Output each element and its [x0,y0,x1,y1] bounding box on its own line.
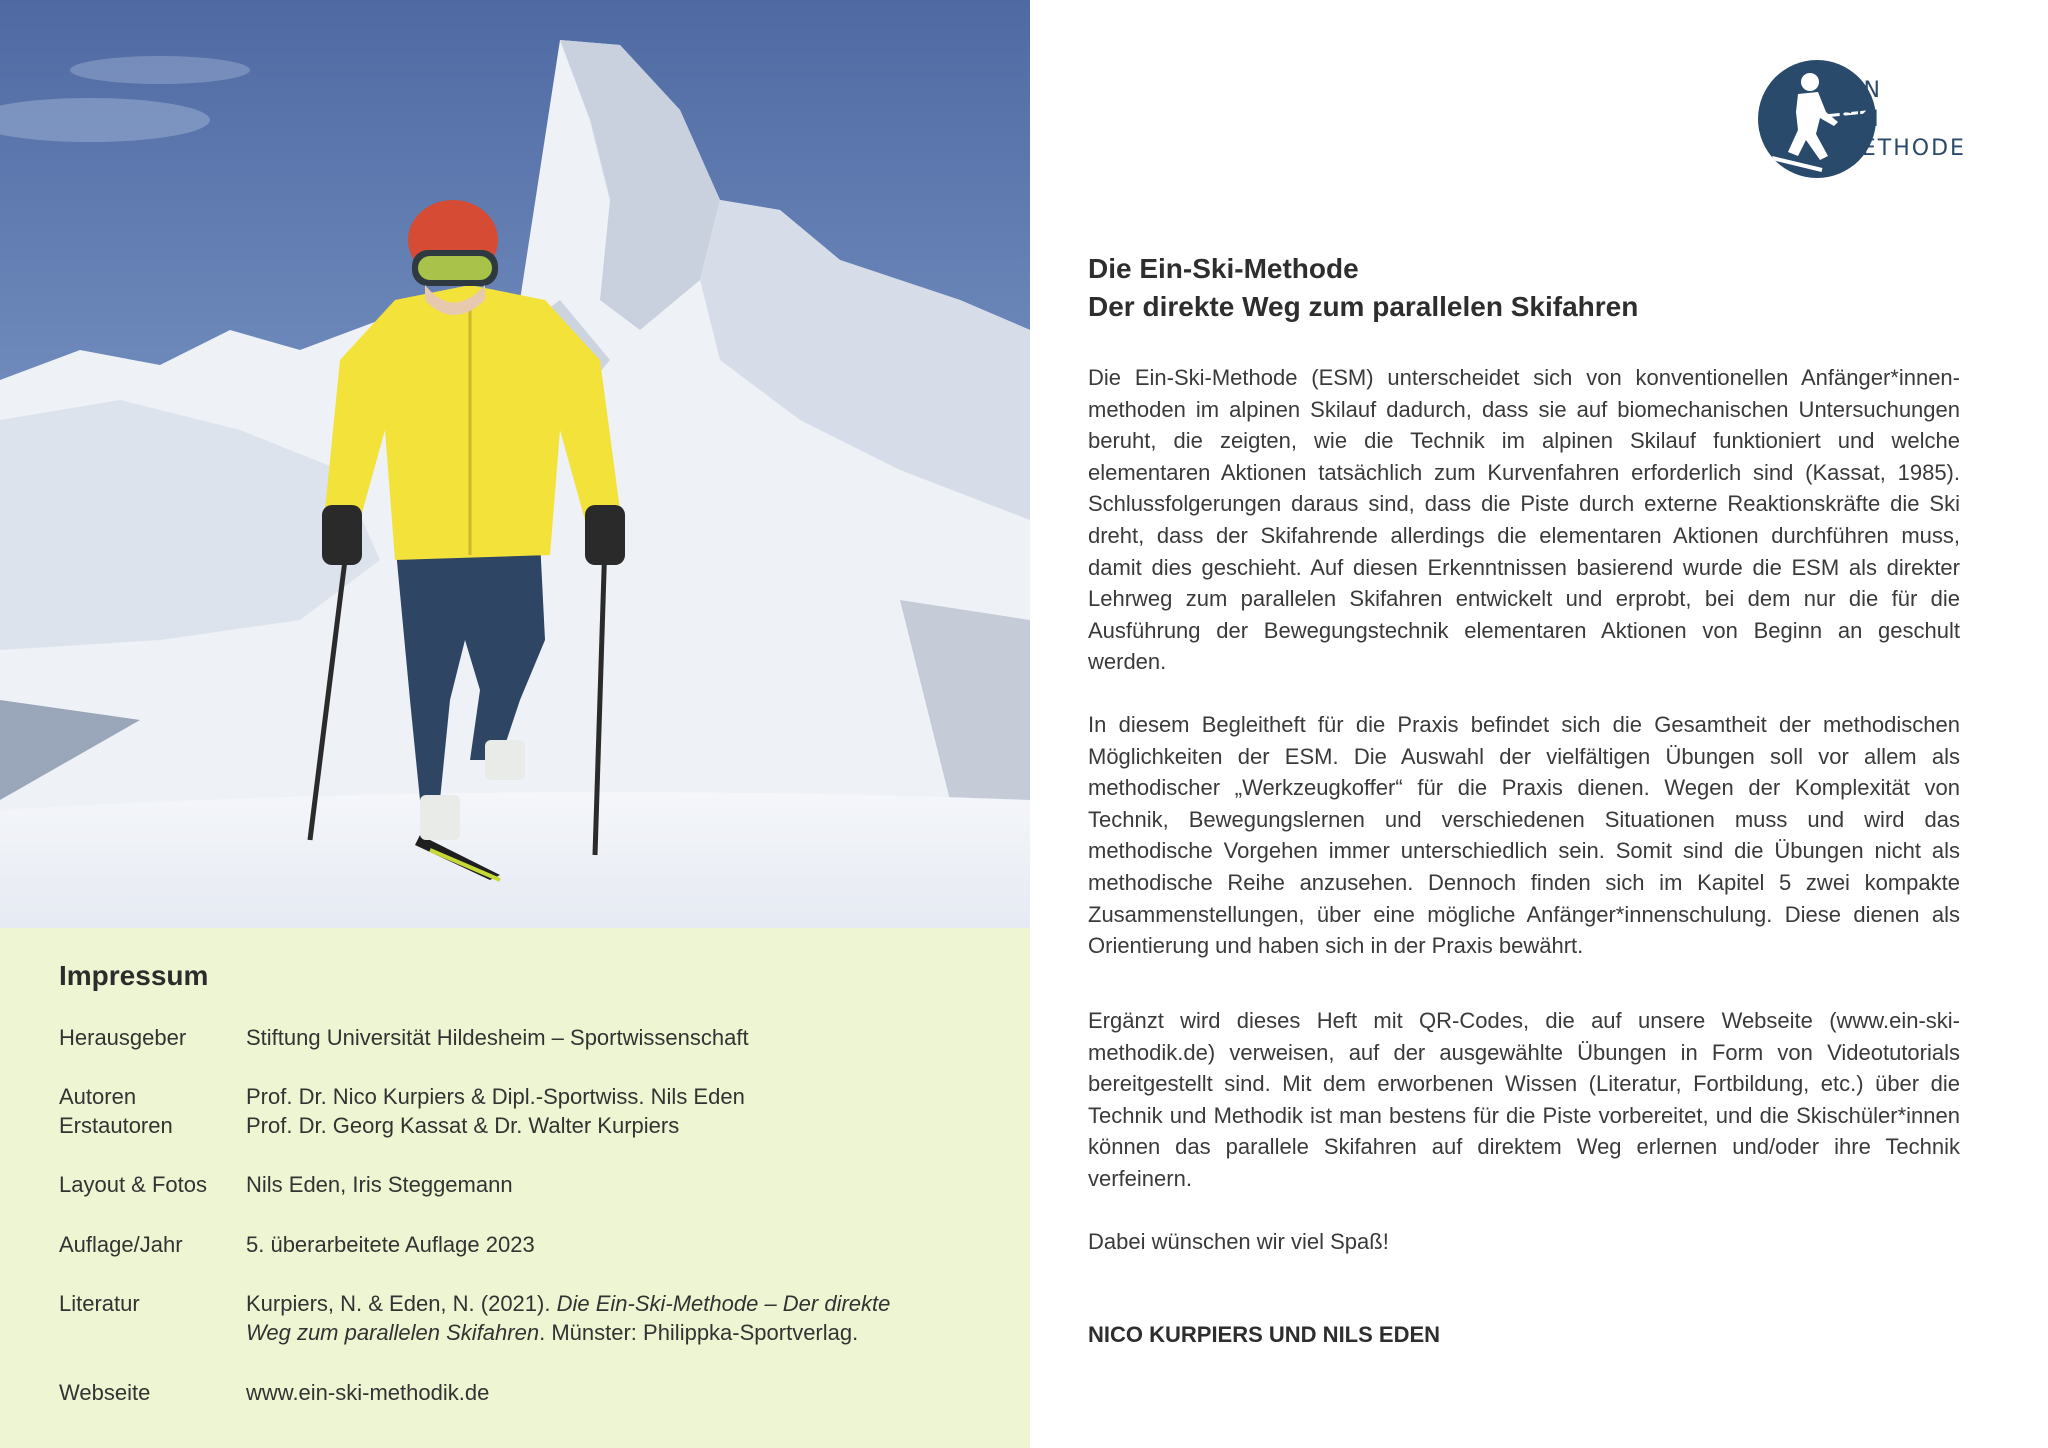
impressum-label: Erstautoren [59,1113,173,1138]
impressum-label: Herausgeber [59,1025,187,1050]
heading-line-2: Der direkte Weg zum parallelen Skifahren [1088,291,1639,322]
literatur-title-1: Die Ein-Ski-Methode – Der direkte [556,1291,891,1316]
impressum-title: Impressum [59,960,209,991]
paragraph-1: Die Ein-Ski-Methode (ESM) unterscheidet sich von konventionellen Anfänger*innen-methoden im alpinen Skilauf dadurch, dass sie auf biomechanischen Untersuchungen beruht, die zeigten, wie die Technik im alpinen Skilauf funktioniert und welche elementaren Aktionen tatsächlich zum Kurvenfahren erforderlich sind (Kassat, 1985). Schlussfolgerungen daraus sind, dass die Piste durch externe Reaktionskräfte die Ski dreht, dass der Skifahrende allerdings die elementaren Aktionen durchführen muss, damit dies geschieht. Auf diesen Erkenntnissen basierend wurde die ESM als direkter Lehrweg zum parallelen Skifahren entwickelt und erprobt, bei dem nur die für die Ausführung der Bewegungstechnik elementaren Aktionen von Beginn an geschult werden. [1088,365,1960,675]
impressum-row-literatur [59,1289,979,1349]
impressum-label: Literatur [59,1291,140,1316]
main-text-column [1088,0,1960,1448]
logo-text-in: IN [1855,78,1882,103]
impressum-label: Autoren [59,1084,137,1109]
mountain-skier-photo-icon [0,0,1030,928]
literatur-title-2: Weg zum parallelen Skifahren [246,1320,540,1345]
website-link[interactable]: www.ein-ski-methodik.de [246,1380,490,1405]
literatur-authors: Kurpiers, N. & Eden, N. (2021). [246,1291,557,1316]
paragraph-2: In diesem Begleitheft für die Praxis befindet sich die Gesamtheit der methodischen Möglichkeiten der ESM. Die Auswahl der vielfältigen Übungen soll vor allem als methodischer „Werkzeugkoffer“ für die Praxis dienen. Wegen der Komplexität von Technik, Bewegungslernen und verschiedenen Situationen muss und wird das methodische Vorgehen immer unterschiedlich sein. Somit sind die Übungen nicht als methodische Reihe anzusehen. Dennoch finden sich im Kapitel 5 zwei kompakte Zusammenstellungen, über eine mögliche Anfänger*innenschulung. Diese dienen als Orientierung und haben sich in der Praxis bewährt. [1088,712,1960,959]
logo-initial-e: E [1838,78,1856,103]
logo-text-ki: KI [1855,107,1881,132]
signature: NICO KURPIERS UND NILS EDEN [1088,1322,1441,1347]
logo-initial-m: M [1838,136,1862,161]
impressum-value: Stiftung Universität Hildesheim – Sportwissenschaft [246,1025,749,1050]
literatur-publisher: . Münster: Philippka-Sportverlag. [539,1320,859,1345]
impressum-label: Layout & Fotos [59,1172,207,1197]
impressum-value: Nils Eden, Iris Steggemann [246,1172,513,1197]
impressum-value: 5. überarbeitete Auflage 2023 [246,1232,535,1257]
paragraph-4: Dabei wünschen wir viel Spaß! [1088,1229,1389,1254]
impressum-panel [0,928,1030,1448]
logo-initial-s: S [1838,107,1856,132]
impressum-label: Auflage/Jahr [59,1232,183,1257]
logo-text-ethode: ETHODE [1861,136,1966,161]
cover-photo [0,0,1030,928]
paragraph-3: Ergänzt wird dieses Heft mit QR-Codes, die auf unsere Webseite (www.ein-ski-methodik.de) verweisen, auf der ausgewählte Übungen in Form von Videotutorials bereitgestellt sind. Mit dem erworbenen Wissen (Literatur, Fortbildung, etc.) über die Technik und Methodik ist man bestens für die Piste vorbereitet, und die Skischüler*innen können das parallele Skifahren auf direktem Weg erlernen und/oder ihre Technik verfeinern. [1088,1008,1960,1191]
heading-line-1: Die Ein-Ski-Methode [1088,253,1359,284]
impressum-value-literatur [246,1289,966,1347]
impressum-value: Prof. Dr. Nico Kurpiers & Dipl.-Sportwiss. Nils Eden [246,1084,745,1109]
impressum-label: Webseite [59,1380,151,1405]
page-heading [1088,250,1638,326]
impressum-value: Prof. Dr. Georg Kassat & Dr. Walter Kurpiers [246,1113,680,1138]
